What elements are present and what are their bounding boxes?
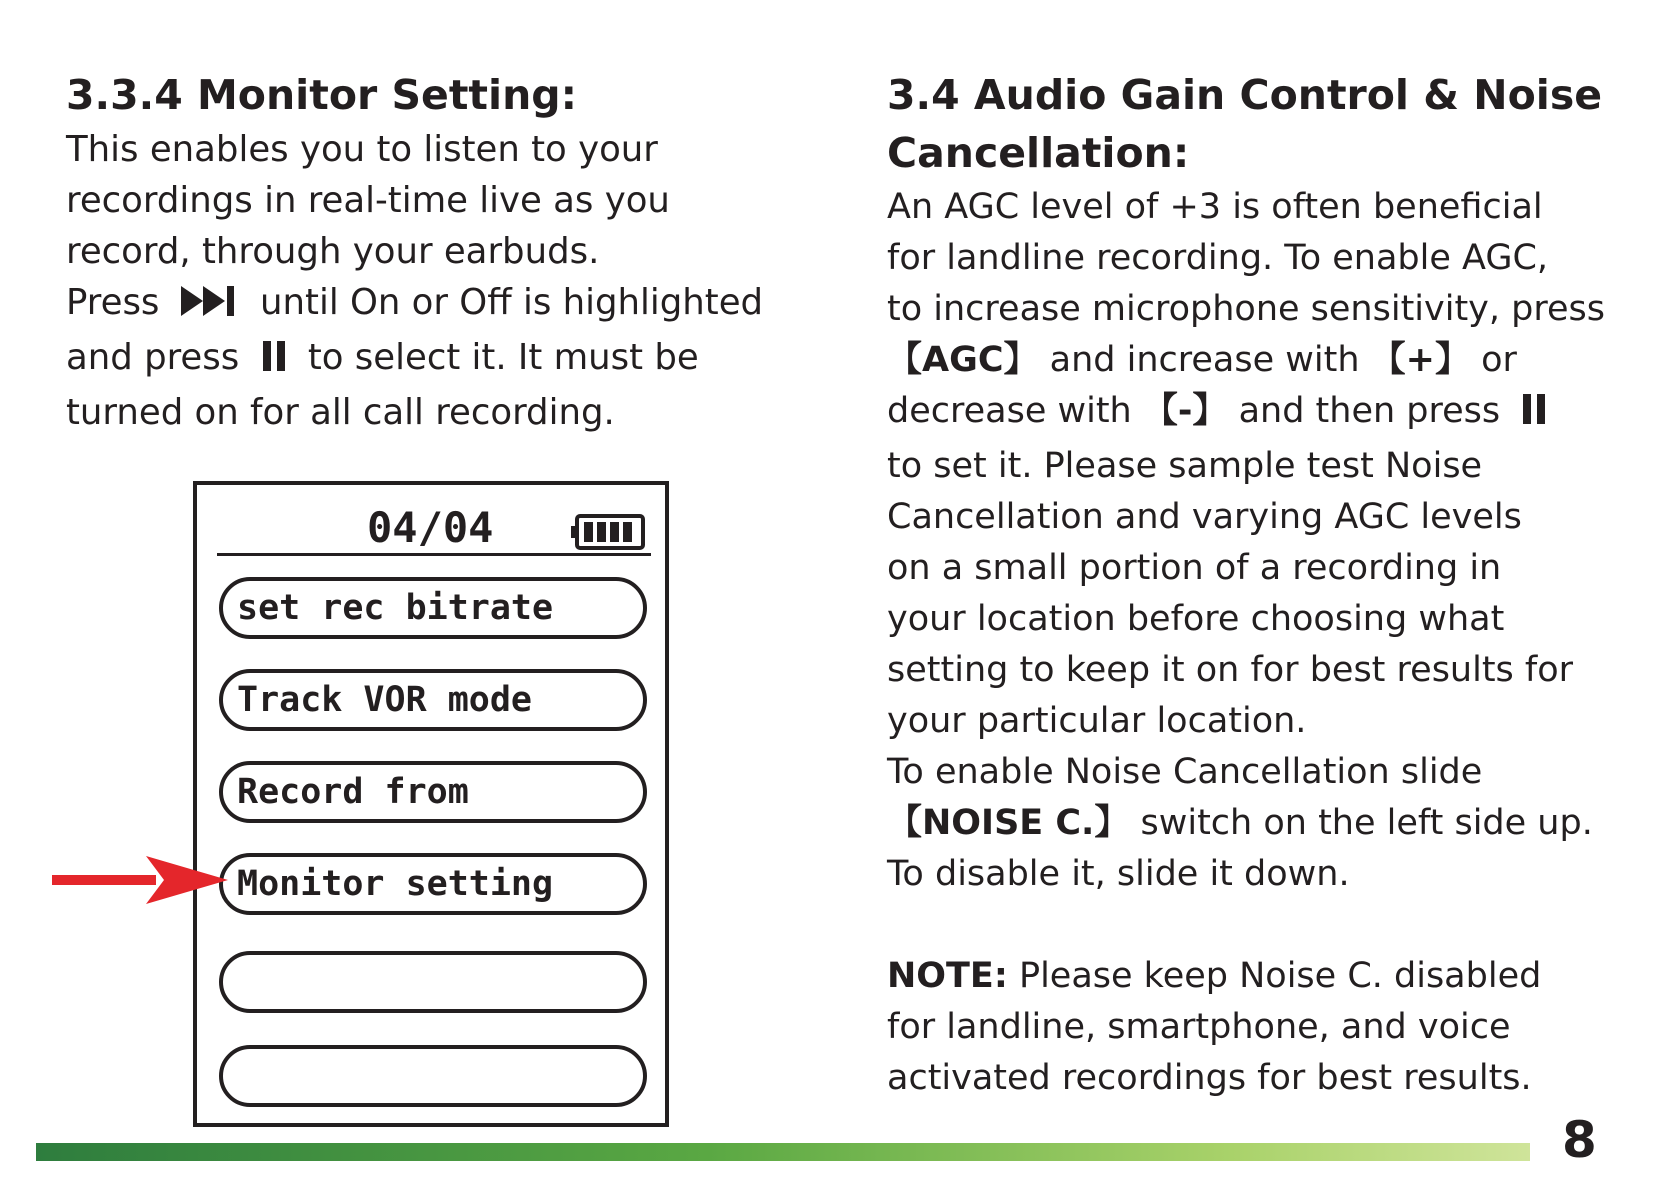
paragraph-line — [887, 386, 1627, 441]
battery-icon — [569, 513, 645, 555]
skip-forward-icon — [181, 281, 239, 332]
device-screen-illustration — [193, 481, 669, 1127]
select-text: to select it. It must be — [307, 337, 699, 378]
menu-item-record-from: Record from — [219, 761, 647, 823]
note-label: NOTE: — [887, 956, 1008, 996]
decrease-text: decrease with — [887, 391, 1132, 431]
paragraph-line: To enable Noise Cancellation slide — [887, 752, 1483, 792]
footer-gradient-bar — [36, 1143, 1530, 1161]
menu-item-monitor-setting: Monitor setting — [219, 853, 647, 915]
then-press-text: and then press — [1238, 391, 1501, 431]
paragraph-line — [887, 798, 1627, 849]
left-column — [66, 66, 786, 438]
track-counter: 04/04 — [367, 503, 494, 552]
paragraph-line: This enables you to listen to your — [66, 129, 658, 170]
paragraph-line: to set it. Please sample test Noise — [887, 446, 1483, 486]
paragraph-line: setting to keep it on for best results for — [887, 650, 1574, 690]
right-column — [887, 66, 1627, 1104]
paragraph-line: your location before choosing what — [887, 599, 1505, 639]
menu-item-track-vor-mode: Track VOR mode — [219, 669, 647, 731]
noise-c-key-label: 【NOISE C.】 — [887, 803, 1130, 843]
paragraph-line: recordings in real-time live as you — [66, 180, 670, 221]
pause-icon — [1521, 390, 1547, 441]
red-arrow-icon — [52, 852, 230, 912]
agc-key-label: 【AGC】 — [887, 340, 1039, 380]
section-heading-agc: 3.4 Audio Gain Control & Noise — [887, 71, 1603, 119]
menu-item-empty — [219, 951, 647, 1013]
note-line — [887, 951, 1627, 1002]
menu-item-empty — [219, 1045, 647, 1107]
section-heading-monitor-setting: 3.3.4 Monitor Setting: — [66, 71, 577, 119]
paragraph-line: To disable it, slide it down. — [887, 854, 1350, 894]
paragraph-line: record, through your earbuds. — [66, 231, 600, 272]
paragraph-line: Cancellation and varying AGC levels — [887, 497, 1522, 537]
switch-text: switch on the left side up. — [1140, 803, 1593, 843]
paragraph-line — [66, 277, 786, 332]
note-text: Please keep Noise C. disabled — [1018, 956, 1542, 996]
paragraph-line: to increase microphone sensitivity, press — [887, 289, 1605, 329]
note-line: activated recordings for best results. — [887, 1058, 1532, 1098]
paragraph-line — [887, 335, 1627, 386]
device-header — [217, 503, 651, 556]
pause-icon — [261, 336, 287, 387]
and-press-text: and press — [66, 337, 240, 378]
until-text: until On or Off is highlighted — [260, 282, 764, 323]
minus-key-label: 【-】 — [1142, 391, 1228, 431]
paragraph-line: turned on for all call recording. — [66, 392, 615, 433]
paragraph-spacer — [887, 900, 1627, 951]
plus-key-label: 【+】 — [1370, 340, 1470, 380]
note-line: for landline, smartphone, and voice — [887, 1007, 1511, 1047]
press-text: Press — [66, 282, 160, 323]
or-text: or — [1481, 340, 1517, 380]
paragraph-line: for landline recording. To enable AGC, — [887, 238, 1549, 278]
paragraph-line: on a small portion of a recording in — [887, 548, 1502, 588]
page-number: 8 — [1562, 1111, 1597, 1169]
paragraph-line: your particular location. — [887, 701, 1307, 741]
paragraph-line — [66, 332, 786, 387]
paragraph-line: An AGC level of +3 is often beneficial — [887, 187, 1543, 227]
section-heading-agc-cont: Cancellation: — [887, 129, 1190, 177]
menu-item-set-rec-bitrate: set rec bitrate — [219, 577, 647, 639]
increase-text: and increase with — [1049, 340, 1360, 380]
